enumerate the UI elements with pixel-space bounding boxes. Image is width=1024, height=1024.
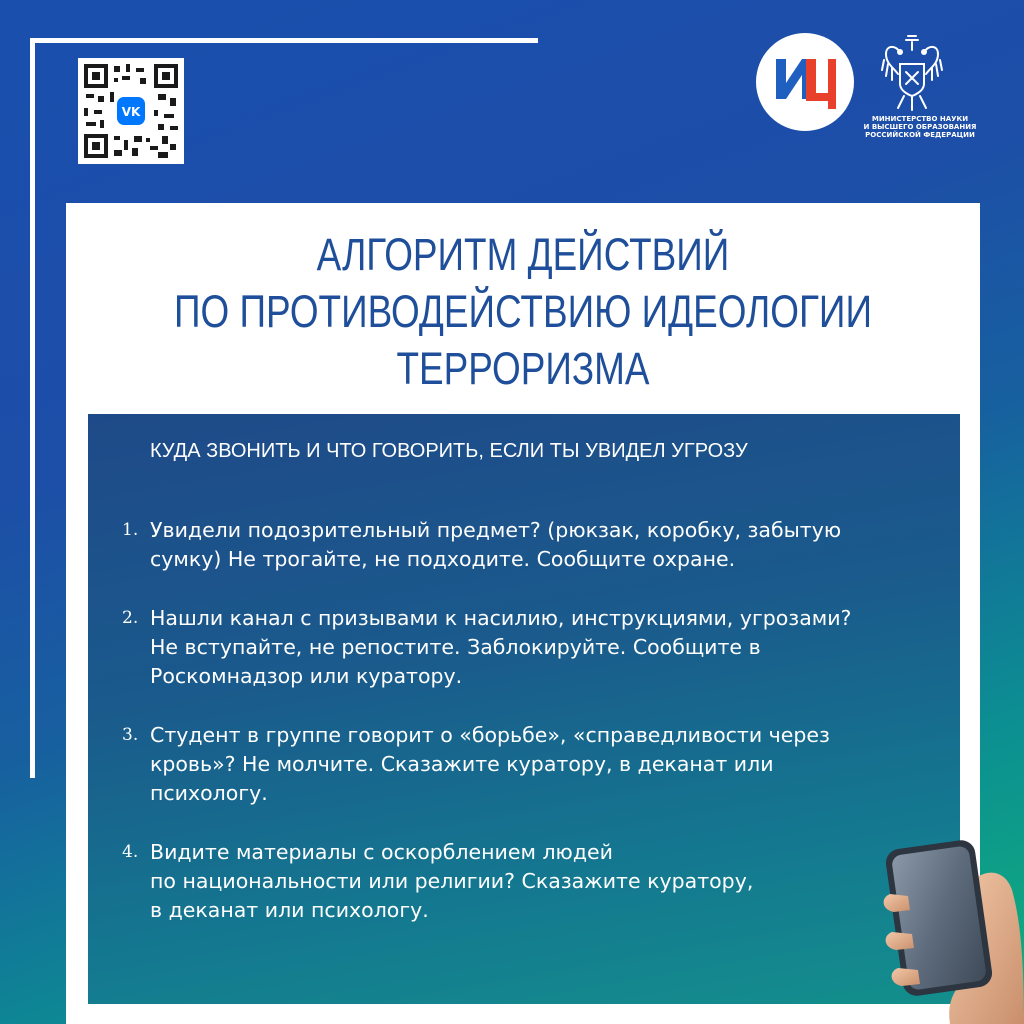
vk-qr-code[interactable] bbox=[78, 58, 184, 164]
page-title bbox=[148, 226, 897, 397]
item-line: по национальности или религии? Сказажите куратору, bbox=[150, 869, 754, 893]
title-line: АЛГОРИТМ ДЕЙСТВИЙ bbox=[316, 229, 730, 280]
item-line: сумку) Не трогайте, не подходите. Сообщите охране. bbox=[150, 547, 736, 571]
item-number: 4. bbox=[122, 842, 139, 862]
list-item bbox=[120, 516, 950, 574]
instructions-list bbox=[120, 516, 950, 955]
decorative-frame-left bbox=[30, 38, 35, 778]
list-item bbox=[120, 838, 950, 925]
item-line: Видите материалы с оскорблением людей bbox=[150, 840, 613, 864]
svg-text:VK: VK bbox=[121, 105, 141, 119]
ministry-line: РОССИЙСКОЙ ФЕДЕРАЦИИ bbox=[865, 131, 975, 139]
ministry-caption bbox=[862, 115, 978, 139]
item-number: 2. bbox=[122, 608, 139, 628]
ministry-line: МИНИСТЕРСТВО НАУКИ bbox=[871, 115, 969, 123]
title-line: ТЕРРОРИЗМА bbox=[396, 343, 650, 394]
kc-logo-icon bbox=[772, 53, 838, 111]
item-number: 3. bbox=[122, 725, 139, 745]
item-line: в деканат или психологу. bbox=[150, 898, 429, 922]
phone-in-hand-icon bbox=[880, 838, 1024, 1024]
section-subtitle: КУДА ЗВОНИТЬ И ЧТО ГОВОРИТЬ, ЕСЛИ ТЫ УВИДЕЛ УГРОЗУ bbox=[150, 440, 748, 462]
item-line: Нашли канал с призывами к насилию, инструкциями, угрозами? bbox=[150, 606, 852, 630]
kc-logo bbox=[756, 33, 854, 131]
item-line: Увидели подозрительный предмет? (рюкзак, коробку, забытую bbox=[150, 518, 842, 542]
item-line: Не вступайте, не репостите. Заблокируйте. Сообщите в bbox=[150, 635, 761, 659]
list-item bbox=[120, 604, 950, 691]
list-item bbox=[120, 721, 950, 808]
item-line: Роскомнадзор или куратору. bbox=[150, 664, 463, 688]
qr-code-icon bbox=[84, 64, 178, 158]
coat-of-arms-icon bbox=[880, 34, 944, 114]
item-line: Студент в группе говорит о «борьбе», «справедливости через bbox=[150, 723, 830, 747]
item-line: кровь»? Не молчите. Сказажите куратору, в деканат или bbox=[150, 752, 774, 776]
ministry-line: И ВЫСШЕГО ОБРАЗОВАНИЯ bbox=[863, 123, 977, 131]
item-line: психологу. bbox=[150, 781, 268, 805]
title-line: ПО ПРОТИВОДЕЙСТВИЮ ИДЕОЛОГИИ bbox=[174, 286, 872, 337]
item-number: 1. bbox=[122, 520, 139, 540]
decorative-frame-top bbox=[30, 38, 538, 43]
